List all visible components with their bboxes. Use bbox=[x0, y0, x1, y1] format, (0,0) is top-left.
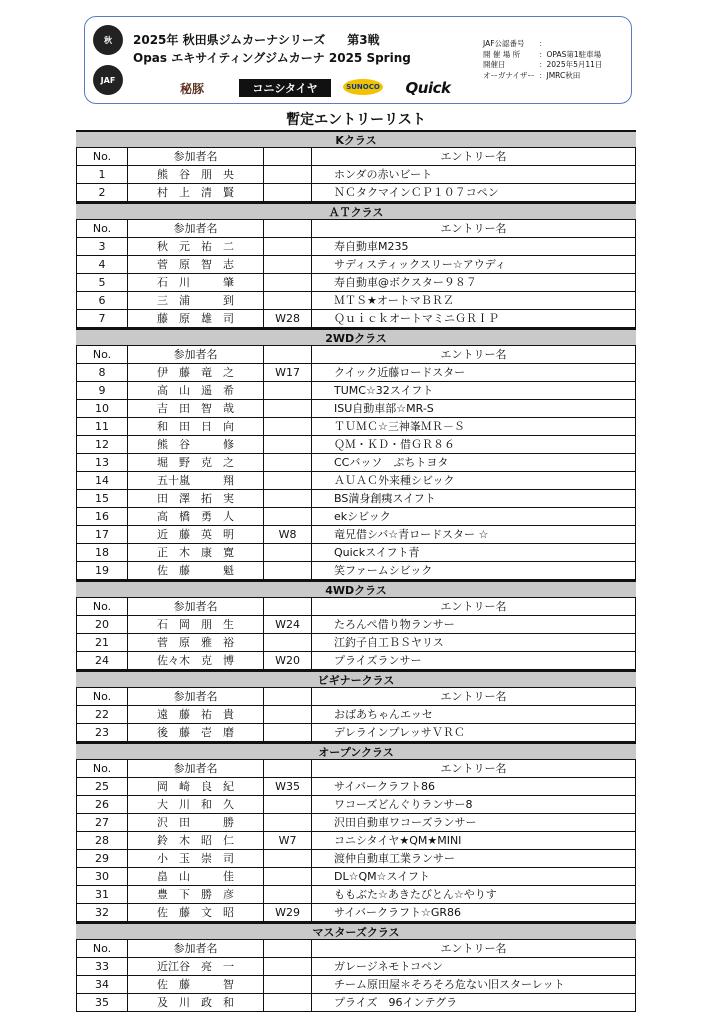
w-mark bbox=[264, 994, 312, 1011]
column-header-entry: エントリー名 bbox=[312, 598, 636, 615]
sponsor-logo-quick: Quick bbox=[405, 79, 451, 97]
w-mark: W7 bbox=[264, 832, 312, 849]
participant-name: 伊 藤 竜 之 bbox=[128, 364, 264, 381]
entry-number: 3 bbox=[76, 238, 128, 255]
w-mark bbox=[264, 274, 312, 291]
participant-name: 石 川 肇 bbox=[128, 274, 264, 291]
participant-name: 菅 原 智 志 bbox=[128, 256, 264, 273]
series-title bbox=[133, 31, 380, 48]
w-mark bbox=[264, 184, 312, 201]
entry-number: 32 bbox=[76, 904, 128, 921]
table-row bbox=[76, 814, 636, 832]
participant-name: 高 橋 勇 人 bbox=[128, 508, 264, 525]
w-mark bbox=[264, 382, 312, 399]
info-key: 開 催 場 所 bbox=[483, 49, 521, 59]
participant-name: 及 川 政 和 bbox=[128, 994, 264, 1011]
column-header-no: No. bbox=[76, 220, 128, 237]
entry-name: ホンダの赤いビート bbox=[312, 166, 636, 183]
event-header-card bbox=[84, 16, 632, 104]
w-mark bbox=[264, 868, 312, 885]
w-mark bbox=[264, 976, 312, 993]
entry-number: 24 bbox=[76, 652, 128, 669]
column-header-row bbox=[76, 346, 636, 364]
column-header-no: No. bbox=[76, 760, 128, 777]
w-mark bbox=[264, 706, 312, 723]
table-row bbox=[76, 904, 636, 922]
table-row bbox=[76, 472, 636, 490]
entry-number: 25 bbox=[76, 778, 128, 795]
table-row bbox=[76, 166, 636, 184]
w-mark: W35 bbox=[264, 778, 312, 795]
table-row bbox=[76, 490, 636, 508]
entry-name: 渡仲自動車工業ランサー bbox=[312, 850, 636, 867]
w-mark bbox=[264, 796, 312, 813]
info-value: ：JMRC秋田 bbox=[539, 70, 581, 80]
class-header: 4WDクラス bbox=[76, 580, 636, 598]
info-row bbox=[483, 60, 602, 71]
column-header-w bbox=[264, 940, 312, 957]
entry-name: ISU自動車部☆MR-S bbox=[312, 400, 636, 417]
entry-name: 寿自動車M235 bbox=[312, 238, 636, 255]
table-row bbox=[76, 886, 636, 904]
participant-name: 五十嵐 翔 bbox=[128, 472, 264, 489]
table-row bbox=[76, 796, 636, 814]
column-header-no: No. bbox=[76, 598, 128, 615]
sponsor-logo-sunoco: SUNOCO bbox=[343, 79, 383, 95]
entry-name: DL☆QM☆スイフト bbox=[312, 868, 636, 885]
entry-number: 8 bbox=[76, 364, 128, 381]
entry-number: 6 bbox=[76, 292, 128, 309]
column-header-row bbox=[76, 760, 636, 778]
entry-number: 15 bbox=[76, 490, 128, 507]
w-mark: W29 bbox=[264, 904, 312, 921]
info-row bbox=[483, 39, 602, 50]
participant-name: 佐 藤 文 昭 bbox=[128, 904, 264, 921]
column-header-no: No. bbox=[76, 148, 128, 165]
w-mark bbox=[264, 436, 312, 453]
entry-name: 竜兄借シバ☆青ロードスター ☆ bbox=[312, 526, 636, 543]
event-name: Opas エキサイティングジムカーナ 2025 Spring bbox=[133, 51, 411, 65]
participant-name: 高 山 遥 希 bbox=[128, 382, 264, 399]
entry-number: 5 bbox=[76, 274, 128, 291]
w-mark bbox=[264, 850, 312, 867]
info-row bbox=[483, 71, 602, 82]
class-header: オープンクラス bbox=[76, 742, 636, 760]
column-header-no: No. bbox=[76, 940, 128, 957]
info-value: ：OPAS第1駐車場 bbox=[539, 49, 602, 59]
table-row bbox=[76, 958, 636, 976]
participant-name: 熊 谷 修 bbox=[128, 436, 264, 453]
w-mark bbox=[264, 292, 312, 309]
column-header-row bbox=[76, 688, 636, 706]
column-header-w bbox=[264, 598, 312, 615]
table-row bbox=[76, 976, 636, 994]
table-row bbox=[76, 292, 636, 310]
class-header: ＡＴクラス bbox=[76, 202, 636, 220]
entry-number: 23 bbox=[76, 724, 128, 741]
table-row bbox=[76, 526, 636, 544]
column-header-name: 参加者名 bbox=[128, 760, 264, 777]
class-header: マスターズクラス bbox=[76, 922, 636, 940]
entry-name: ももぶた☆あきたびとん☆やりす bbox=[312, 886, 636, 903]
entry-name: ＱｕｉｃｋオートマミニＧＲＩＰ bbox=[312, 310, 636, 327]
entry-number: 27 bbox=[76, 814, 128, 831]
w-mark bbox=[264, 490, 312, 507]
entry-number: 35 bbox=[76, 994, 128, 1011]
entry-name: サイバークラフト86 bbox=[312, 778, 636, 795]
entry-name: 江釣子自工ＢＳヤリス bbox=[312, 634, 636, 651]
info-key: 開催日 bbox=[483, 60, 506, 69]
participant-name: 和 田 日 向 bbox=[128, 418, 264, 435]
participant-name: 佐 藤 魁 bbox=[128, 562, 264, 579]
column-header-w bbox=[264, 148, 312, 165]
column-header-w bbox=[264, 220, 312, 237]
w-mark bbox=[264, 886, 312, 903]
entry-number: 1 bbox=[76, 166, 128, 183]
participant-name: 田 澤 拓 実 bbox=[128, 490, 264, 507]
association-seal-logo: 秋 bbox=[93, 25, 123, 55]
w-mark bbox=[264, 418, 312, 435]
participant-name: 村 上 清 賢 bbox=[128, 184, 264, 201]
round-label: 第3戦 bbox=[347, 33, 380, 47]
table-row bbox=[76, 454, 636, 472]
entry-number: 29 bbox=[76, 850, 128, 867]
entry-number: 21 bbox=[76, 634, 128, 651]
table-row bbox=[76, 832, 636, 850]
column-header-name: 参加者名 bbox=[128, 598, 264, 615]
entry-number: 33 bbox=[76, 958, 128, 975]
entry-number: 11 bbox=[76, 418, 128, 435]
participant-name: 正 木 康 寛 bbox=[128, 544, 264, 561]
column-header-name: 参加者名 bbox=[128, 148, 264, 165]
table-row bbox=[76, 634, 636, 652]
column-header-row bbox=[76, 148, 636, 166]
w-mark bbox=[264, 472, 312, 489]
participant-name: 遠 藤 祐 貴 bbox=[128, 706, 264, 723]
column-header-w bbox=[264, 760, 312, 777]
series-name: 2025年 秋田県ジムカーナシリーズ bbox=[133, 33, 326, 47]
sponsor-logo-hibuta: 秘豚 bbox=[179, 81, 204, 96]
table-row bbox=[76, 778, 636, 796]
event-info bbox=[483, 39, 602, 81]
info-value: ： bbox=[539, 39, 547, 48]
table-row bbox=[76, 652, 636, 670]
participant-name: 熊 谷 朋 央 bbox=[128, 166, 264, 183]
entry-name: チーム原田屋＊そろそろ危ない旧スターレット bbox=[312, 976, 636, 993]
w-mark bbox=[264, 958, 312, 975]
table-row bbox=[76, 310, 636, 328]
entry-number: 13 bbox=[76, 454, 128, 471]
entry-number: 10 bbox=[76, 400, 128, 417]
table-row bbox=[76, 256, 636, 274]
table-row bbox=[76, 364, 636, 382]
entry-name: サイバークラフト☆GR86 bbox=[312, 904, 636, 921]
table-row bbox=[76, 994, 636, 1012]
class-header: 2WDクラス bbox=[76, 328, 636, 346]
entry-number: 7 bbox=[76, 310, 128, 327]
entry-name: クイック近藤ロードスター bbox=[312, 364, 636, 381]
entry-number: 26 bbox=[76, 796, 128, 813]
column-header-row bbox=[76, 598, 636, 616]
w-mark bbox=[264, 562, 312, 579]
entry-name: TUMC☆32スイフト bbox=[312, 382, 636, 399]
table-row bbox=[76, 508, 636, 526]
entry-name: ＭＴＳ★オートマＢＲＺ bbox=[312, 292, 636, 309]
participant-name: 近 藤 英 明 bbox=[128, 526, 264, 543]
entry-number: 19 bbox=[76, 562, 128, 579]
class-header: Kクラス bbox=[76, 130, 636, 148]
table-row bbox=[76, 544, 636, 562]
participant-name: 藤 原 雄 司 bbox=[128, 310, 264, 327]
entry-number: 9 bbox=[76, 382, 128, 399]
column-header-entry: エントリー名 bbox=[312, 940, 636, 957]
w-mark bbox=[264, 508, 312, 525]
entry-name: プライズランサー bbox=[312, 652, 636, 669]
entry-name: プライズ 96インテグラ bbox=[312, 994, 636, 1011]
entry-number: 17 bbox=[76, 526, 128, 543]
entry-name: ワコーズどんぐりランサー8 bbox=[312, 796, 636, 813]
column-header-name: 参加者名 bbox=[128, 940, 264, 957]
participant-name: 菅 原 雅 裕 bbox=[128, 634, 264, 651]
sponsor-logo-konishi-tire: コニシタイヤ bbox=[239, 79, 331, 97]
entry-number: 18 bbox=[76, 544, 128, 561]
table-row bbox=[76, 238, 636, 256]
w-mark bbox=[264, 256, 312, 273]
table-row bbox=[76, 868, 636, 886]
column-header-entry: エントリー名 bbox=[312, 220, 636, 237]
w-mark bbox=[264, 724, 312, 741]
column-header-row bbox=[76, 940, 636, 958]
table-row bbox=[76, 400, 636, 418]
participant-name: 佐 藤 智 bbox=[128, 976, 264, 993]
column-header-entry: エントリー名 bbox=[312, 688, 636, 705]
participant-name: 堀 野 克 之 bbox=[128, 454, 264, 471]
entry-name: 沢田自動車ワコーズランサー bbox=[312, 814, 636, 831]
participant-name: 秋 元 祐 二 bbox=[128, 238, 264, 255]
entry-name: CCバッソ ぷちトヨタ bbox=[312, 454, 636, 471]
table-row bbox=[76, 850, 636, 868]
participant-name: 鈴 木 昭 仁 bbox=[128, 832, 264, 849]
column-header-w bbox=[264, 688, 312, 705]
column-header-entry: エントリー名 bbox=[312, 148, 636, 165]
entry-number: 2 bbox=[76, 184, 128, 201]
column-header-name: 参加者名 bbox=[128, 220, 264, 237]
entry-number: 28 bbox=[76, 832, 128, 849]
table-row bbox=[76, 724, 636, 742]
w-mark bbox=[264, 634, 312, 651]
column-header-entry: エントリー名 bbox=[312, 346, 636, 363]
table-row bbox=[76, 184, 636, 202]
w-mark bbox=[264, 454, 312, 471]
w-mark: W17 bbox=[264, 364, 312, 381]
entry-name: ＱＭ・ＫＤ・借ＧＲ８６ bbox=[312, 436, 636, 453]
participant-name: 沢 田 勝 bbox=[128, 814, 264, 831]
entry-name: BS満身創痍スイフト bbox=[312, 490, 636, 507]
column-header-no: No. bbox=[76, 346, 128, 363]
w-mark bbox=[264, 166, 312, 183]
participant-name: 佐々木 克 博 bbox=[128, 652, 264, 669]
participant-name: 豊 下 勝 彦 bbox=[128, 886, 264, 903]
entry-name: ＡＵＡＣ外来種シビック bbox=[312, 472, 636, 489]
w-mark: W8 bbox=[264, 526, 312, 543]
entry-name: ＮＣタクマインＣＰ１０７コペン bbox=[312, 184, 636, 201]
entry-name: 寿自動車@ボクスター９８７ bbox=[312, 274, 636, 291]
entry-number: 12 bbox=[76, 436, 128, 453]
column-header-no: No. bbox=[76, 688, 128, 705]
participant-name: 吉 田 智 哉 bbox=[128, 400, 264, 417]
entry-number: 16 bbox=[76, 508, 128, 525]
entry-name: ガレージネモトコペン bbox=[312, 958, 636, 975]
table-row bbox=[76, 616, 636, 634]
entry-number: 22 bbox=[76, 706, 128, 723]
entry-list-table bbox=[76, 130, 636, 1012]
column-header-row bbox=[76, 220, 636, 238]
info-key: JAF公認番号 bbox=[483, 39, 525, 48]
participant-name: 近江谷 亮 一 bbox=[128, 958, 264, 975]
column-header-w bbox=[264, 346, 312, 363]
entry-name: Quickスイフト青 bbox=[312, 544, 636, 561]
page-title: 暫定エントリーリスト bbox=[286, 112, 426, 128]
entry-name: サディスティックスリー☆アウディ bbox=[312, 256, 636, 273]
w-mark bbox=[264, 544, 312, 561]
column-header-name: 参加者名 bbox=[128, 346, 264, 363]
class-header: ビギナークラス bbox=[76, 670, 636, 688]
table-row bbox=[76, 562, 636, 580]
entry-number: 34 bbox=[76, 976, 128, 993]
entry-number: 31 bbox=[76, 886, 128, 903]
entry-name: コニシタイヤ★QM★MINI bbox=[312, 832, 636, 849]
w-mark: W24 bbox=[264, 616, 312, 633]
info-key: オーガナイザー bbox=[483, 70, 535, 80]
participant-name: 三 浦 到 bbox=[128, 292, 264, 309]
info-value: ：2025年5月11日 bbox=[539, 60, 603, 69]
entry-number: 20 bbox=[76, 616, 128, 633]
participant-name: 石 岡 朋 生 bbox=[128, 616, 264, 633]
participant-name: 岡 崎 良 紀 bbox=[128, 778, 264, 795]
info-row bbox=[483, 50, 602, 61]
entry-name: デレラインプレッサＶＲＣ bbox=[312, 724, 636, 741]
entry-name: ekシビック bbox=[312, 508, 636, 525]
table-row bbox=[76, 706, 636, 724]
table-row bbox=[76, 274, 636, 292]
entry-name: おばあちゃんエッセ bbox=[312, 706, 636, 723]
participant-name: 後 藤 壱 磨 bbox=[128, 724, 264, 741]
column-header-entry: エントリー名 bbox=[312, 760, 636, 777]
table-row bbox=[76, 436, 636, 454]
entry-number: 14 bbox=[76, 472, 128, 489]
entry-number: 30 bbox=[76, 868, 128, 885]
participant-name: 小 玉 崇 司 bbox=[128, 850, 264, 867]
w-mark bbox=[264, 400, 312, 417]
w-mark: W28 bbox=[264, 310, 312, 327]
table-row bbox=[76, 418, 636, 436]
entry-number: 4 bbox=[76, 256, 128, 273]
jaf-seal-logo: JAF bbox=[93, 65, 123, 95]
column-header-name: 参加者名 bbox=[128, 688, 264, 705]
table-row bbox=[76, 382, 636, 400]
participant-name: 大 川 和 久 bbox=[128, 796, 264, 813]
w-mark bbox=[264, 238, 312, 255]
participant-name: 畠 山 佳 bbox=[128, 868, 264, 885]
entry-name: たろんぺ借り物ランサー bbox=[312, 616, 636, 633]
entry-name: ＴＵＭＣ☆三神峯ＭＲ－Ｓ bbox=[312, 418, 636, 435]
w-mark bbox=[264, 814, 312, 831]
w-mark: W20 bbox=[264, 652, 312, 669]
entry-name: 笑ファームシビック bbox=[312, 562, 636, 579]
